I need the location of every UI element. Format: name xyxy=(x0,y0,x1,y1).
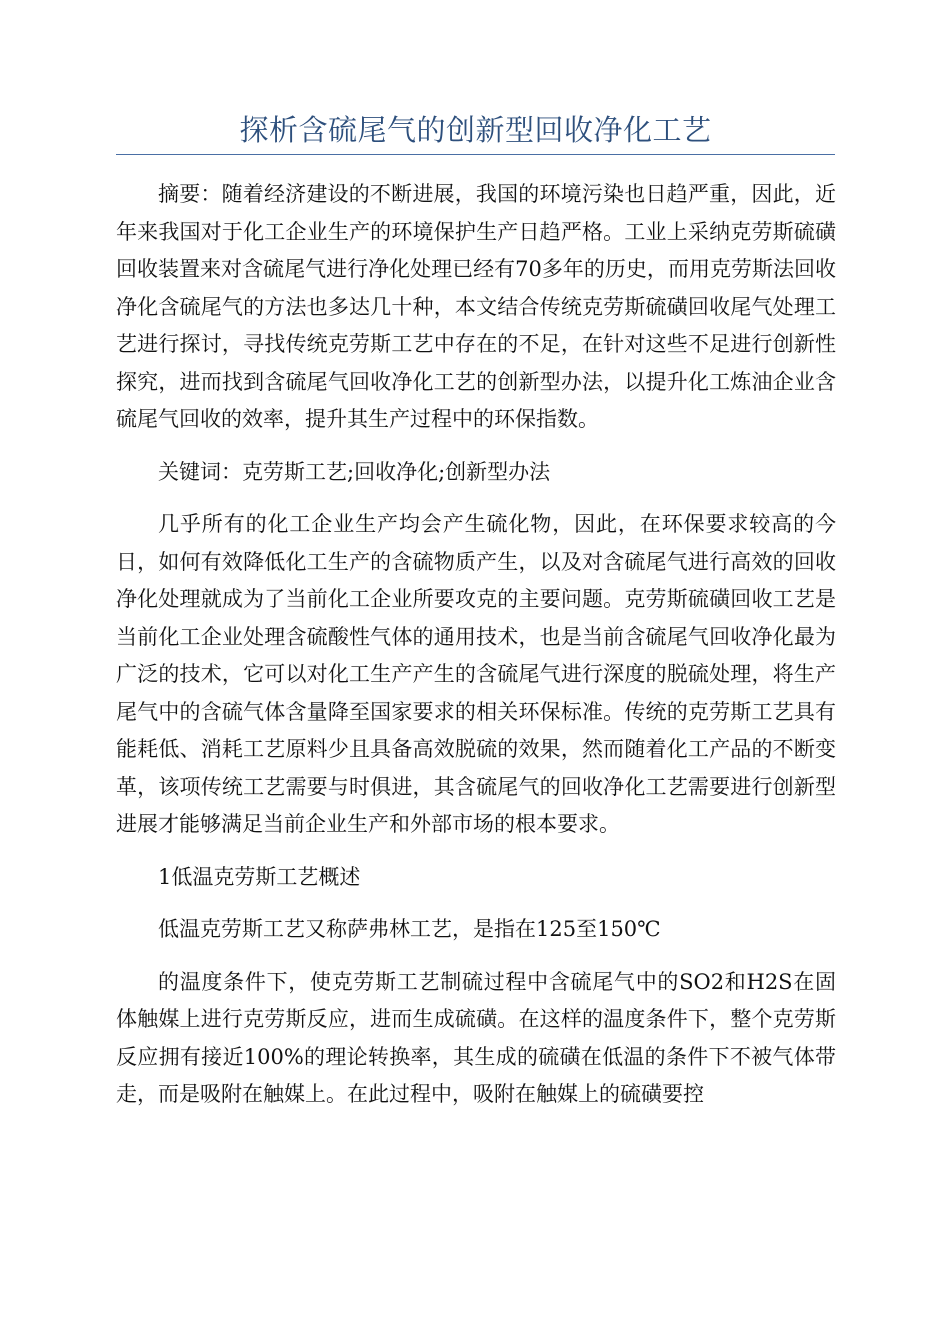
document-title: 探析含硫尾气的创新型回收净化工艺 xyxy=(239,113,712,147)
document-body xyxy=(116,176,836,1129)
abstract-paragraph: 摘要：随着经济建设的不断进展，我国的环境污染也日趋严重，因此，近年来我国对于化工企业生产的环境保护生产日趋严格。工业上采纳克劳斯硫磺回收装置来对含硫尾气进行净化处理已经有70多年的历史，而用克劳斯法回收净化含硫尾气的方法也多达几十种，本文结合传统克劳斯硫磺回收尾气处理工艺进行探讨，寻找传统克劳斯工艺中存在的不足，在针对这些不足进行创新性探究，进而找到含硫尾气回收净化工艺的创新型办法，以提升化工炼油企业含硫尾气回收的效率，提升其生产过程中的环保指数。 xyxy=(116,182,836,431)
intro-paragraph: 几乎所有的化工企业生产均会产生硫化物，因此，在环保要求较高的今日，如何有效降低化工生产的含硫物质产生，以及对含硫尾气进行高效的回收净化处理就成为了当前化工企业所要攻克的主要问题。克劳斯硫磺回收工艺是当前化工企业处理含硫酸性气体的通用技术，也是当前含硫尾气回收净化最为广泛的技术，它可以对化工生产产生的含硫尾气进行深度的脱硫处理，将生产尾气中的含硫气体含量降至国家要求的相关环保标准。传统的克劳斯工艺具有能耗低、消耗工艺原料少且具备高效脱硫的效果，然而随着化工产品的不断变革，该项传统工艺需要与时俱进，其含硫尾气的回收净化工艺需要进行创新型进展才能够满足当前企业生产和外部市场的根本要求。 xyxy=(116,512,836,836)
keywords-paragraph: 关键词：克劳斯工艺;回收净化;创新型办法 xyxy=(158,459,551,484)
section-heading: 1低温克劳斯工艺概述 xyxy=(158,864,361,889)
body-paragraph: 的温度条件下，使克劳斯工艺制硫过程中含硫尾气中的SO2和H2S在固体触媒上进行克劳斯反应，进而生成硫磺。在这样的温度条件下，整个克劳斯反应拥有接近100%的理论转换率，其生成的硫磺在低温的条件下不被气体带走，而是吸附在触媒上。在此过程中，吸附在触媒上的硫磺要控 xyxy=(116,969,836,1106)
body-paragraph: 低温克劳斯工艺又称萨弗林工艺，是指在125至150℃ xyxy=(158,917,661,941)
title-divider xyxy=(116,154,835,155)
